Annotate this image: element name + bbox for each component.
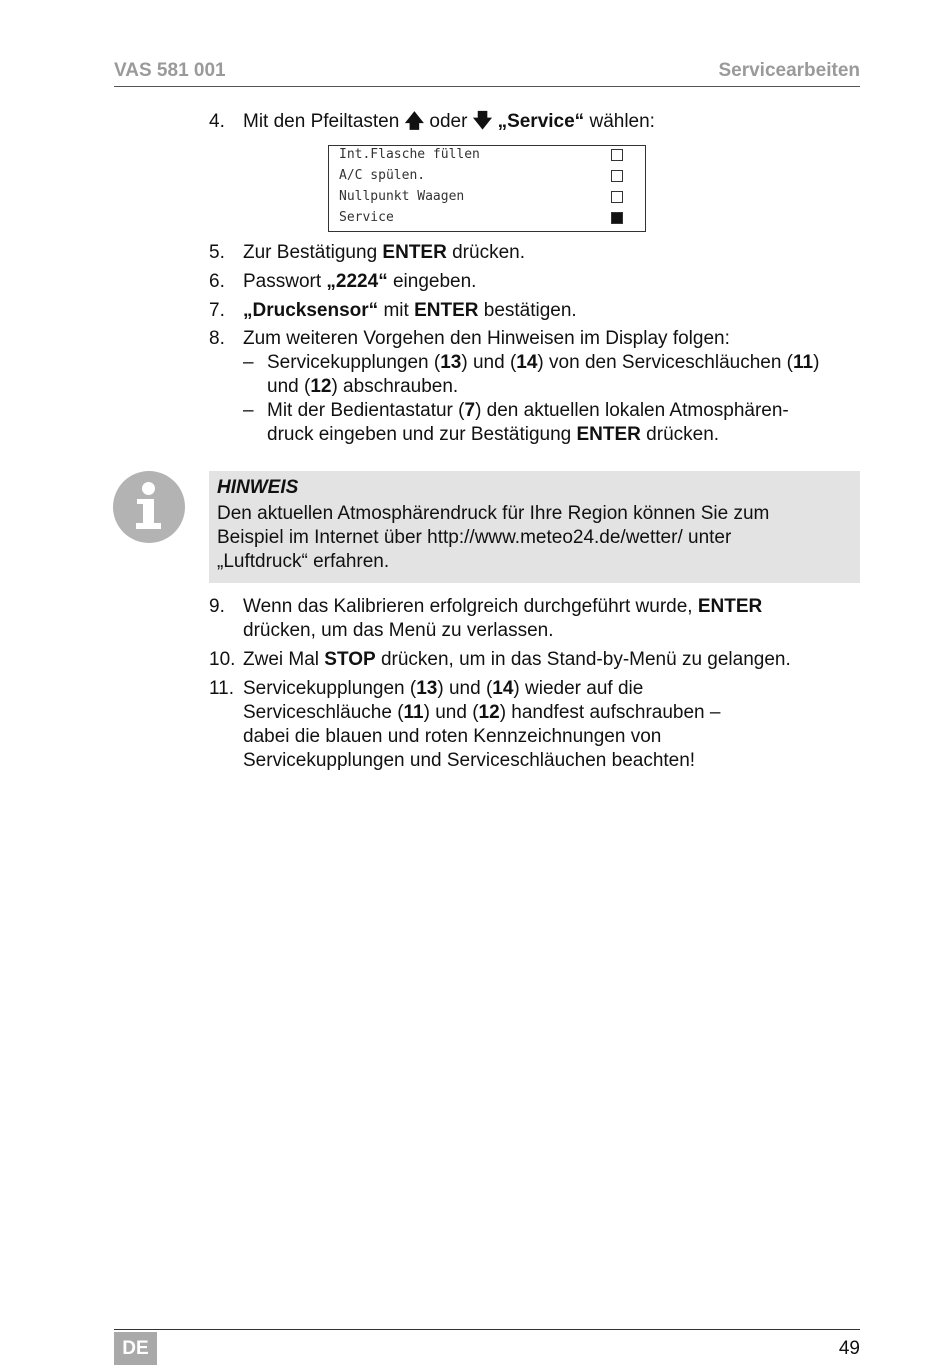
display-row [339, 209, 635, 230]
arrow-up-icon: 🡅 [404, 111, 425, 132]
dash-bullet: – [243, 400, 254, 421]
step-text: drücken, um das Menü zu verlassen. [243, 620, 554, 641]
page-footer [114, 1329, 860, 1359]
note-text-line: „Luftdruck“ erfahren. [217, 551, 390, 572]
note-text-line: Den aktuellen Atmosphärendruck für Ihre Region können Sie zum [217, 503, 770, 524]
sub-text-line: Servicekupplungen (13) und (14) von den Serviceschläuchen (11) [267, 352, 820, 373]
sub-text-line: druck eingeben und zur Bestätigung ENTER drücken. [267, 424, 720, 445]
step-text: Mit den Pfeiltasten 🡅 oder 🡇 „Service“ wählen: [243, 111, 655, 132]
step-text: Wenn das Kalibrieren erfolgreich durchgeführt wurde, ENTER [243, 596, 763, 617]
display-row [339, 167, 635, 188]
checkbox-icon [611, 191, 623, 203]
step-text: „Drucksensor“ mit ENTER bestätigen. [243, 300, 577, 321]
step-10 [209, 648, 849, 672]
info-icon [113, 471, 185, 543]
note-title: HINWEIS [217, 477, 299, 498]
step-number: 5. [209, 242, 225, 263]
display-row-label: Int.Flasche füllen [339, 147, 480, 162]
step-text: Zwei Mal STOP drücken, um in das Stand-by-Menü zu gelangen. [243, 649, 791, 670]
step-4 [209, 110, 849, 134]
step-number: 10. [209, 649, 236, 670]
step-text: Passwort „2224“ eingeben. [243, 271, 477, 292]
step-number: 7. [209, 300, 225, 321]
step-text: Servicekupplungen und Serviceschläuchen beachten! [243, 750, 696, 771]
display-row-label: Nullpunkt Waagen [339, 189, 465, 204]
note-box [209, 471, 860, 583]
step-number: 8. [209, 328, 225, 349]
document-id: VAS 581 001 [114, 60, 226, 81]
step-5 [209, 241, 849, 265]
display-row-label: A/C spülen. [339, 168, 426, 183]
checkbox-icon [611, 170, 623, 182]
step-text: Serviceschläuche (11) und (12) handfest aufschrauben – [243, 702, 721, 723]
step-text: Zum weiteren Vorgehen den Hinweisen im Display folgen: [243, 328, 730, 349]
display-row [339, 188, 635, 209]
checkbox-checked-icon [611, 212, 623, 224]
step-text: Zur Bestätigung ENTER drücken. [243, 242, 525, 263]
step-8 [209, 327, 849, 351]
step-text: Servicekupplungen (13) und (14) wieder auf die [243, 678, 644, 699]
dash-bullet: – [243, 352, 254, 373]
step-number: 9. [209, 596, 225, 617]
step-number: 6. [209, 271, 225, 292]
language-badge: DE [114, 1332, 157, 1365]
step-number: 11. [209, 678, 235, 699]
sub-text-line: und (12) abschrauben. [267, 376, 459, 397]
display-row [339, 146, 635, 167]
arrow-down-icon: 🡇 [472, 111, 493, 132]
device-display [328, 145, 646, 232]
step-6 [209, 270, 849, 294]
step-8-sub-1 [243, 351, 860, 399]
step-9 [209, 595, 849, 643]
step-number: 4. [209, 111, 225, 132]
step-8-sub-2 [243, 399, 860, 447]
sub-text-line: Mit der Bedientastatur (7) den aktuellen lokalen Atmosphären- [267, 400, 789, 421]
display-row-label: Service [339, 210, 394, 225]
page-number: 49 [838, 1338, 860, 1359]
step-7 [209, 299, 849, 323]
step-11 [209, 677, 849, 773]
page-header [114, 58, 860, 87]
section-title: Servicearbeiten [718, 60, 860, 81]
note-text-line: Beispiel im Internet über http://www.meteo24.de/wetter/ unter [217, 527, 732, 548]
checkbox-icon [611, 149, 623, 161]
step-text: dabei die blauen und roten Kennzeichnungen von [243, 726, 662, 747]
